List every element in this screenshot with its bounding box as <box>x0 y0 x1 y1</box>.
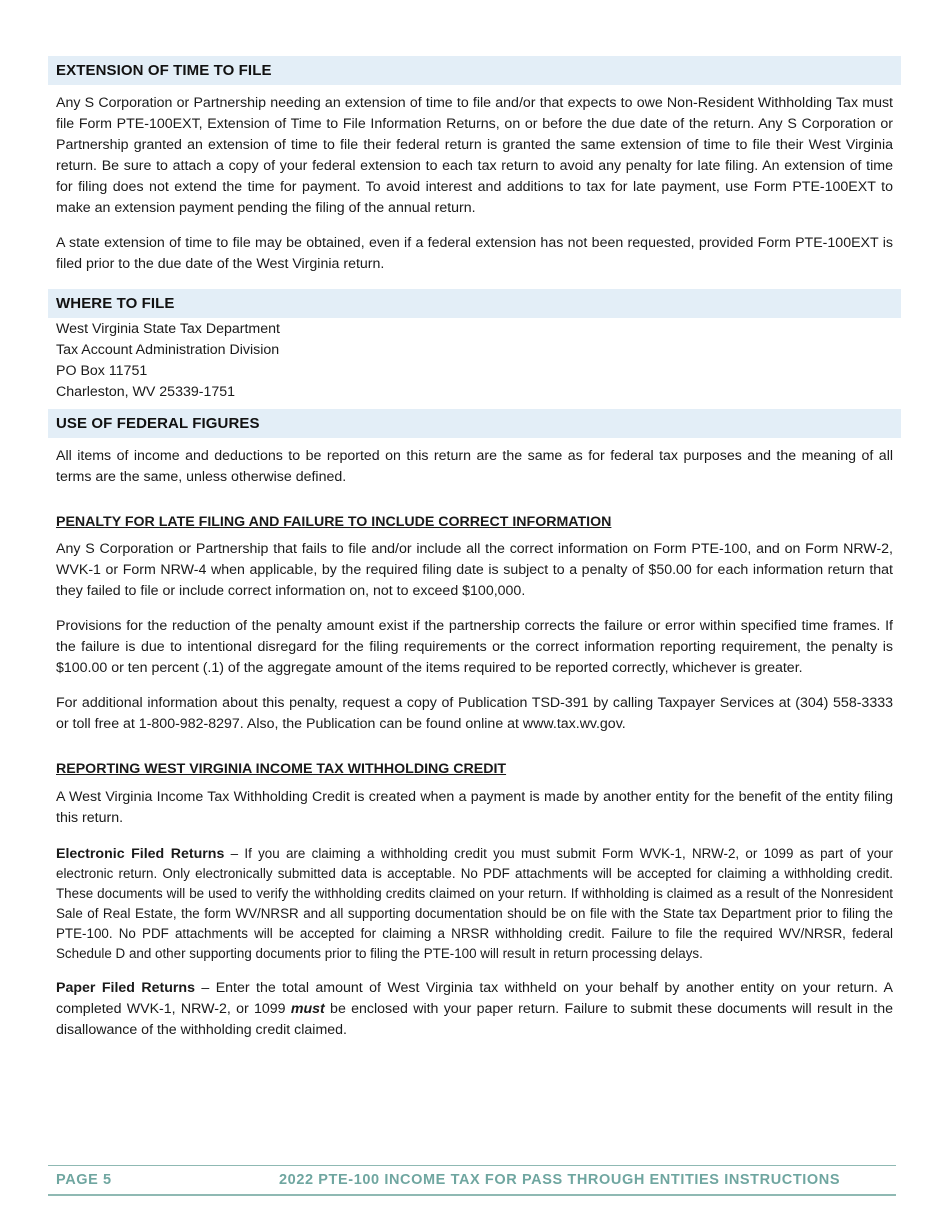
electronic-filed-returns-label: Electronic Filed Returns <box>56 846 225 862</box>
address-line-2: Tax Account Administration Division <box>56 342 280 358</box>
address-line-4: Charleston, WV 25339-1751 <box>56 384 236 400</box>
page-footer <box>48 1165 896 1196</box>
withholding-subheading: REPORTING WEST VIRGINIA INCOME TAX WITHHOLDING CREDIT <box>56 761 507 777</box>
extension-paragraph-2: A state extension of time to file may be obtained, even if a federal extension has not been requested, provided Form PTE-100EXT is filed prior to the due date of the West Virginia return. <box>56 235 893 272</box>
paper-filed-returns-text-a: – Enter the total amount of West Virginia tax withheld on your behalf by another entity on your return. A completed WVK-1, NRW-2, or 1099 <box>56 980 893 1017</box>
section-heading-where-to-file: WHERE TO FILE <box>48 289 901 318</box>
electronic-filed-returns-paragraph <box>48 844 901 964</box>
penalty-paragraph-1: Any S Corporation or Partnership that fails to file and/or include all the correct information on Form PTE-100, and on Form NRW-2, WVK-1 or Form NRW-4 when applicable, by the required filing date is subject to a penalty of $50.00 for each information return that they failed to file or include correct information on, not to exceed $100,000. <box>56 541 893 599</box>
penalty-paragraph-3: For additional information about this penalty, request a copy of Publication TSD-391 by calling Taxpayer Services at (304) 558-3333 or toll free at 1-800-982-8297. Also, the Publication can be found online at www.tax.wv.gov. <box>56 695 893 732</box>
document-title: 2022 PTE-100 INCOME TAX FOR PASS THROUGH ENTITIES INSTRUCTIONS <box>279 1172 841 1188</box>
paper-filed-returns-paragraph <box>48 978 901 1041</box>
paper-must-emphasis: must <box>290 1001 325 1017</box>
withholding-paragraph-1: A West Virginia Income Tax Withholding Credit is created when a payment is made by another entity for the benefit of the entity filing this return. <box>56 789 893 826</box>
mailing-address <box>48 319 901 403</box>
address-line-3: PO Box 11751 <box>56 363 148 379</box>
section-heading-federal-figures: USE OF FEDERAL FIGURES <box>48 409 901 438</box>
page-number: PAGE 5 <box>56 1172 112 1188</box>
electronic-filed-returns-text: – If you are claiming a withholding credit you must submit Form WVK-1, NRW-2, or 1099 as part of your electronic return. Only electronically submitted data is acceptable. No PDF attachments will be accepted for claiming a withholding credit. These documents will be used to verify the withholding credits claimed on your return. If withholding is claimed as a result of the Nonresident Sale of Real Estate, the form WV/NRSR and all supporting documentation should be on file with the State tax Department prior to filing the PTE-100. No PDF attachments will be accepted for claiming a NRSR withholding credit. Failure to file the required WV/NRSR, federal Schedule D and other supporting documents prior to filing the PTE-100 will result in return processing delays. <box>56 846 893 961</box>
penalty-subheading: PENALTY FOR LATE FILING AND FAILURE TO INCLUDE CORRECT INFORMATION <box>56 514 612 530</box>
section-heading-extension: EXTENSION OF TIME TO FILE <box>48 56 901 85</box>
federal-paragraph-1: All items of income and deductions to be reported on this return are the same as for federal tax purposes and the meaning of all terms are the same, unless otherwise defined. <box>56 448 893 485</box>
penalty-paragraph-2: Provisions for the reduction of the penalty amount exist if the partnership corrects the failure or error within specified time frames. If the failure is due to intentional disregard for the filing requirements or the correct information reporting requirement, the penalty is $100.00 or ten percent (.1) of the aggregate amount of the items required to be reported correctly, whichever is greater. <box>56 618 893 676</box>
address-line-1: West Virginia State Tax Department <box>56 321 280 337</box>
paper-filed-returns-label: Paper Filed Returns <box>56 980 195 996</box>
paper-filed-returns-text-b: be enclosed with your paper return. Failure to submit these documents will result in the disallowance of the withholding credit claimed. <box>56 1001 893 1038</box>
page-content <box>48 56 901 1041</box>
extension-paragraph-1: Any S Corporation or Partnership needing an extension of time to file and/or that expects to owe Non-Resident Withholding Tax must file Form PTE-100EXT, Extension of Time to File Information Returns, on or before the due date of the return. Any S Corporation or Partnership granted an extension of time to file their federal return is granted the same extension of time to file their West Virginia return. Be sure to attach a copy of your federal extension to each tax return to avoid any penalty for late filing. An extension of time for filing does not extend the time for payment. To avoid interest and additions to tax for late payment, use Form PTE-100EXT to make an extension payment pending the filing of the annual return. <box>56 95 893 216</box>
